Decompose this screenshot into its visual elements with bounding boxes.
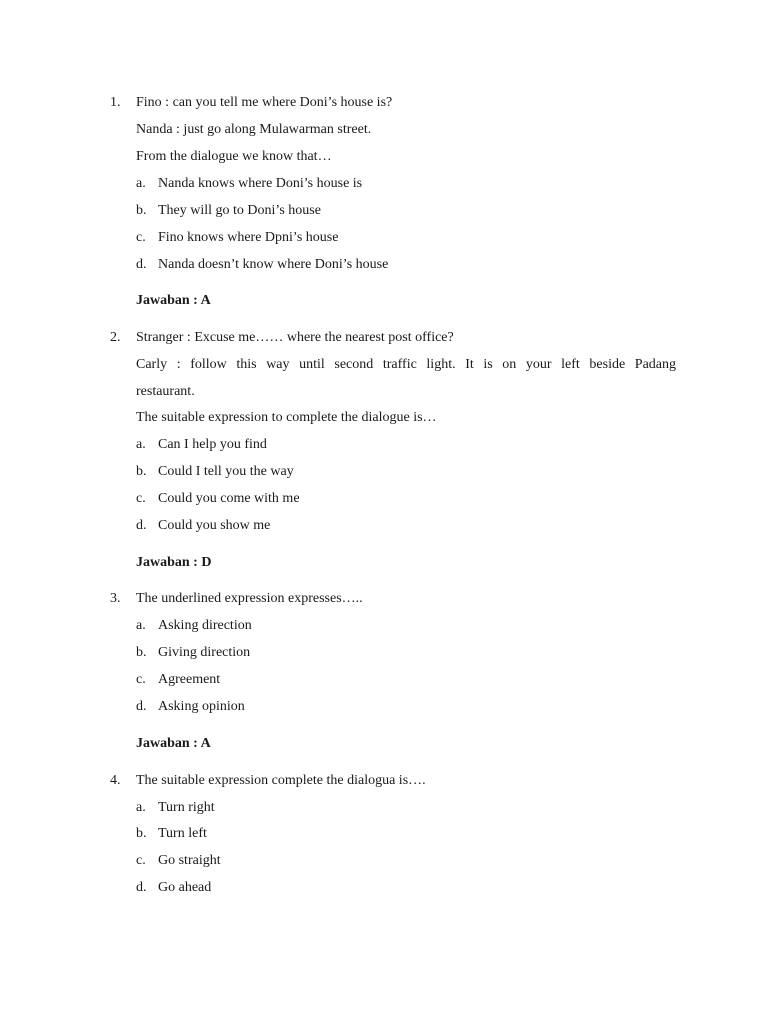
- option-letter: b.: [136, 645, 147, 660]
- question-text: restaurant.: [136, 384, 195, 399]
- option-text: They will go to Doni’s house: [158, 203, 321, 218]
- option-letter: a.: [136, 618, 146, 633]
- option-letter: c.: [136, 230, 146, 245]
- option-letter: b.: [136, 826, 147, 841]
- question-number: 1.: [110, 95, 121, 110]
- question-number: 3.: [110, 591, 121, 606]
- option-text: Turn right: [158, 800, 215, 815]
- option-letter: c.: [136, 672, 146, 687]
- answer-label: Jawaban : A: [136, 293, 211, 308]
- answer-label: Jawaban : D: [136, 555, 212, 570]
- question-text: The underlined expression expresses…..: [136, 591, 363, 606]
- option-letter: a.: [136, 176, 146, 191]
- option-text: Go straight: [158, 853, 221, 868]
- question-number: 4.: [110, 773, 121, 788]
- option-text: Giving direction: [158, 645, 251, 660]
- option-letter: d.: [136, 257, 147, 272]
- option-text: Could you show me: [158, 518, 271, 533]
- option-text: Nanda knows where Doni’s house is: [158, 176, 363, 191]
- option-letter: b.: [136, 203, 147, 218]
- question-text: The suitable expression complete the dialogua is….: [136, 773, 426, 788]
- option-text: Asking opinion: [158, 699, 245, 714]
- option-letter: b.: [136, 464, 147, 479]
- question-text: Fino : can you tell me where Doni’s house is?: [136, 95, 393, 110]
- option-text: Could you come with me: [158, 491, 300, 506]
- option-text: Nanda doesn’t know where Doni’s house: [158, 257, 389, 272]
- question-text: The suitable expression to complete the dialogue is…: [136, 410, 437, 425]
- option-letter: a.: [136, 437, 146, 452]
- question-text: Nanda : just go along Mulawarman street.: [136, 122, 372, 137]
- question-text: From the dialogue we know that…: [136, 149, 332, 164]
- option-letter: d.: [136, 518, 147, 533]
- option-letter: c.: [136, 491, 146, 506]
- option-text: Can I help you find: [158, 437, 267, 452]
- option-letter: c.: [136, 853, 146, 868]
- question-text: Carly : follow this way until second traffic light. It is on your left beside Padang: [136, 357, 676, 372]
- option-letter: d.: [136, 699, 147, 714]
- option-text: Agreement: [158, 672, 221, 687]
- answer-label: Jawaban : A: [136, 736, 211, 751]
- option-text: Asking direction: [158, 618, 252, 633]
- option-text: Could I tell you the way: [158, 464, 294, 479]
- question-text: Stranger : Excuse me…… where the nearest post office?: [136, 330, 454, 345]
- option-text: Turn left: [158, 826, 207, 841]
- question-number: 2.: [110, 330, 121, 345]
- option-letter: a.: [136, 800, 146, 815]
- option-text: Fino knows where Dpni’s house: [158, 230, 339, 245]
- option-text: Go ahead: [158, 880, 212, 895]
- option-letter: d.: [136, 880, 147, 895]
